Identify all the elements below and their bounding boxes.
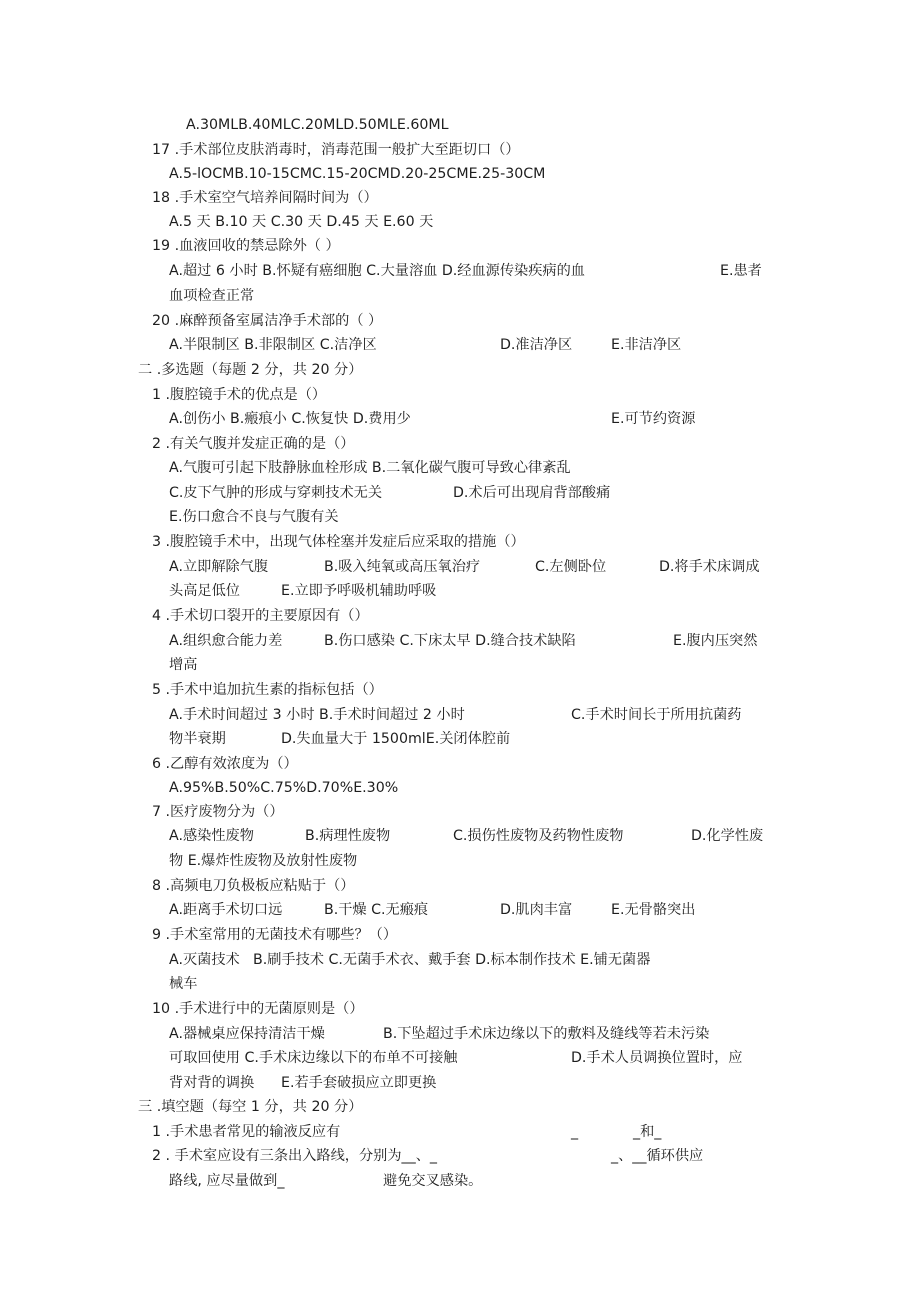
m7-option-b: B.病理性废物 [305,828,391,844]
m10-option-d: D.手术人员调换位置时，应 [571,1050,743,1066]
m6-options: A.95%B.50%C.75%D.70%E.30% [169,780,399,796]
q19-options: A.超过 6 小时 B.怀疑有癌细胞 C.大量溶血 D.经血源传染疾病的血 [169,263,585,279]
m8-option-d: D.肌肉丰富 [500,902,573,918]
m3-option-e: E.立即予呼吸机辅助呼吸 [281,583,437,599]
m3-stem: 3 .腹腔镜手术中，出现气体栓塞并发症后应采取的措施（） [152,534,525,550]
f1-blank-1: _ [571,1124,579,1140]
m7-option-d: D.化学性废 [691,828,764,844]
m8-stem: 8 .高频电刀负极板应粘贴于（） [152,878,355,894]
m4-option-a: A.组织愈合能力差 [169,633,283,649]
q20-option-e: E.非洁净区 [611,337,682,353]
m7-stem: 7 .医疗废物分为（） [152,804,284,820]
m7-option-a: A.感染性废物 [169,828,254,844]
m1-options: A.创伤小 B.瘢痕小 C.恢复快 D.费用少 [169,411,411,427]
m4-stem: 4 .手术切口裂开的主要原因有（） [152,608,369,624]
m3-option-a: A.立即解除气腹 [169,559,269,575]
m4-option-e: E.腹内压突然 [673,633,758,649]
m3-option-c: C.左侧卧位 [535,559,607,575]
m4-options-bcd: B.伤口感染 C.下床太早 D.缝合技术缺陷 [324,633,576,649]
m9-option-a: A.灭菌技术 [169,952,240,968]
m3-option-d-cont: 头高足低位 [169,583,240,599]
m9-options-be: B.刷手技术 C.无菌手术衣、戴手套 D.标本制作技术 E.铺无菌器 [253,952,651,968]
m7-option-e: 物 E.爆炸性废物及放射性废物 [169,853,358,869]
m1-option-e: E.可节约资源 [611,411,696,427]
m5-option-c: C.手术时间长于所用抗菌药 [571,707,742,723]
f2-stem: 2 . 手术室应设有三条出入路线，分别为__、_ [152,1148,438,1164]
m2-options-ab: A.气腹可引起下肢静脉血栓形成 B.二氧化碳气腹可导致心律紊乱 [169,460,571,476]
q20-option-d: D.准洁净区 [500,337,573,353]
f2-stem-cont: _、__循环供应 [611,1148,704,1164]
q18-options: A.5 天 B.10 天 C.30 天 D.45 天 E.60 天 [169,214,434,230]
f2-line-2b: 避免交叉感染。 [383,1173,483,1189]
q20-options-abc: A.半限制区 B.非限制区 C.洁净区 [169,337,377,353]
q20-stem: 20 .麻醉预备室属洁净手术部的（ ） [152,313,383,329]
m5-stem: 5 .手术中追加抗生素的指标包括（） [152,682,383,698]
m2-option-d: D.术后可出现肩背部酸痛 [453,485,611,501]
q19-option-e-cont: 血项检查正常 [169,288,255,304]
m10-option-c: 可取回使用 C.手术床边缘以下的布单不可接触 [169,1050,458,1066]
f1-stem: 1 .手术患者常见的输液反应有 [152,1124,341,1140]
m8-option-a: A.距离手术切口远 [169,902,283,918]
section-multi-choice-heading: 二 .多选题（每题 2 分，共 20 分） [138,362,363,378]
q17-stem: 17 .手术部位皮肤消毒时，消毒范围一般扩大至距切口（） [152,142,520,158]
m8-options-bc: B.干燥 C.无瘢痕 [324,902,429,918]
section-fill-blank-heading: 三 .填空题（每空 1 分，共 20 分） [138,1099,363,1115]
m10-option-b: B.下坠超过手术床边缘以下的敷料及缝线等若未污染 [383,1026,710,1042]
m2-stem: 2 .有关气腹并发症正确的是（） [152,436,355,452]
q19-option-e: E.患者 [720,263,762,279]
m1-stem: 1 .腹腔镜手术的优点是（） [152,387,327,403]
m5-options-ab: A.手术时间超过 3 小时 B.手术时间超过 2 小时 [169,707,465,723]
q16-options: A.30MLB.40MLC.20MLD.50MLE.60ML [186,117,449,133]
m10-option-e: E.若手套破损应立即更换 [281,1075,437,1091]
m2-option-e: E.伤口愈合不良与气腹有关 [169,509,339,525]
q19-stem: 19 .血液回收的禁忌除外（ ） [152,238,340,254]
m10-stem: 10 .手术进行中的无菌原则是（） [152,1001,364,1017]
f2-line-2a: 路线, 应尽量做到_ [169,1173,285,1189]
m10-option-d-cont: 背对背的调换 [169,1075,255,1091]
m10-option-a: A.器械桌应保持清洁干燥 [169,1026,325,1042]
m5-option-c-cont: 物半衰期 [169,731,226,747]
m5-options-de: D.失血量大于 1500mlE.关闭体腔前 [281,731,511,747]
f1-blank-2: _和_ [633,1124,662,1140]
q17-options: A.5-lOCMB.10-15CMC.15-20CMD.20-25CME.25-30CM [169,166,546,182]
m3-option-d: D.将手术床调成 [659,559,760,575]
m9-stem: 9 .手术室常用的无菌技术有哪些？（） [152,927,398,943]
m2-option-c: C.皮下气肿的形成与穿刺技术无关 [169,485,383,501]
m4-option-e-cont: 增高 [169,657,198,673]
m9-option-e-cont: 械车 [169,976,198,992]
m8-option-e: E.无骨骼突出 [611,902,696,918]
m6-stem: 6 .乙醇有效浓度为（） [152,756,298,772]
m7-option-c: C.损伤性废物及药物性废物 [453,828,624,844]
m3-option-b: B.吸入纯氧或高压氧治疗 [324,559,481,575]
q18-stem: 18 .手术室空气培养间隔时间为（） [152,190,378,206]
